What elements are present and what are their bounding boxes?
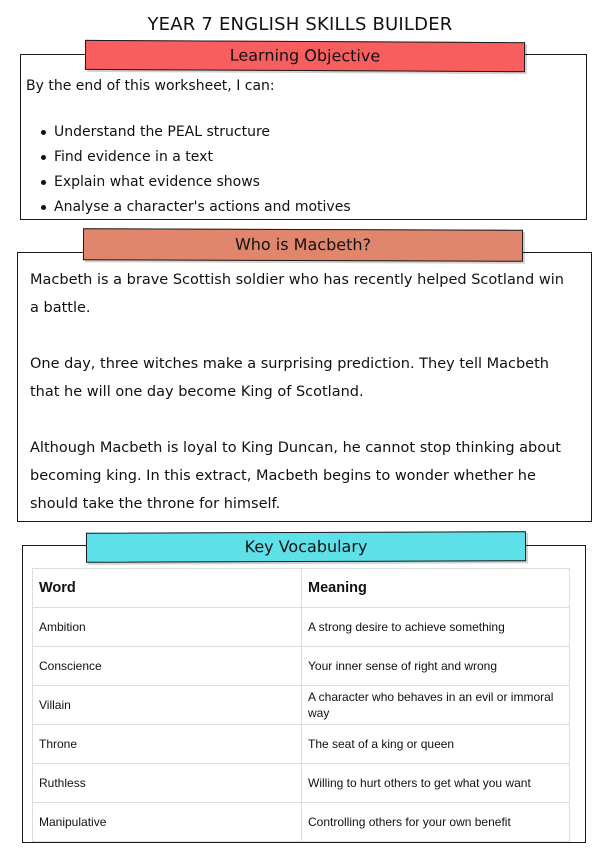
macbeth-heading: Who is Macbeth? [234, 234, 372, 255]
macbeth-banner [83, 228, 523, 262]
word-cell: Conscience [33, 647, 302, 686]
vocabulary-banner [86, 531, 526, 563]
meaning-cell: The seat of a king or queen [302, 725, 570, 764]
paragraph: Macbeth is a brave Scottish soldier who has recently helped Scotland win a battle. [30, 272, 564, 316]
table-row [33, 647, 570, 686]
word-cell: Ruthless [33, 764, 302, 803]
list-item: Find evidence in a text [26, 147, 351, 172]
meaning-cell: A character who behaves in an evil or immoral way [302, 686, 570, 725]
table-row [33, 764, 570, 803]
meaning-cell: A strong desire to achieve something [302, 608, 570, 647]
paragraph: Although Macbeth is loyal to King Duncan, he cannot stop thinking about becoming king. In this extract, Macbeth begins to wonder whether he should take the throne for himself. [30, 440, 561, 512]
word-cell: Villain [33, 686, 302, 725]
learning-objective-intro: By the end of this worksheet, I can: [26, 78, 275, 94]
table-row [33, 608, 570, 647]
macbeth-text [30, 266, 575, 518]
page-title: YEAR 7 ENGLISH SKILLS BUILDER [147, 14, 453, 35]
learning-objective-banner [85, 40, 525, 72]
column-header-word: Word [33, 569, 302, 608]
meaning-cell: Controlling others for your own benefit [302, 803, 570, 842]
learning-objective-heading: Learning Objective [229, 45, 381, 66]
table-row [33, 803, 570, 842]
column-header-meaning: Meaning [302, 569, 570, 608]
learning-objective-list [26, 122, 351, 222]
meaning-cell: Your inner sense of right and wrong [302, 647, 570, 686]
word-cell: Throne [33, 725, 302, 764]
vocabulary-heading: Key Vocabulary [244, 536, 368, 557]
list-item: Understand the PEAL structure [26, 122, 351, 147]
table-header-row [33, 569, 570, 608]
list-item: Analyse a character's actions and motives [26, 197, 351, 222]
list-item: Explain what evidence shows [26, 172, 351, 197]
table-row [33, 686, 570, 725]
table-row [33, 725, 570, 764]
word-cell: Manipulative [33, 803, 302, 842]
vocabulary-table [32, 568, 570, 842]
word-cell: Ambition [33, 608, 302, 647]
meaning-cell: Willing to hurt others to get what you want [302, 764, 570, 803]
paragraph: One day, three witches make a surprising prediction. They tell Macbeth that he will one day become King of Scotland. [30, 356, 549, 400]
